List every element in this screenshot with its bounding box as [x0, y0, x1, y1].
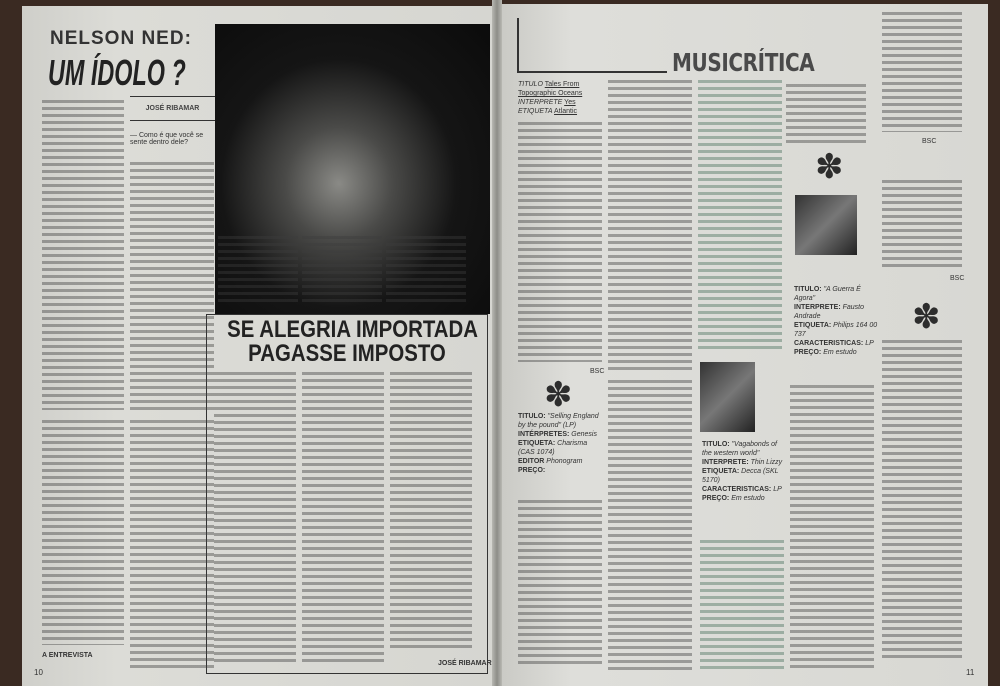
body-column [786, 84, 866, 144]
body-column-highlighted [700, 540, 784, 670]
review-info-3 [702, 440, 787, 503]
label: CARACTERISTICAS: [794, 340, 864, 347]
label: TITULO: [702, 441, 730, 448]
label: INTERPRETE: [702, 459, 749, 466]
body-column [882, 180, 962, 270]
body-column [608, 80, 692, 370]
sidebar-headline-line2: PAGASSE IMPOSTO [248, 340, 446, 367]
review-title: "Vagabonds of the western world" [702, 441, 777, 457]
spine-gutter [492, 0, 502, 686]
review-info-2 [518, 412, 603, 475]
body-column [390, 372, 472, 652]
album-cover-fausto [795, 195, 857, 255]
review-label: Charisma (CAS 1074) [518, 440, 588, 456]
label: ETIQUETA: [794, 322, 832, 329]
body-column [882, 340, 962, 660]
body-column [214, 372, 296, 662]
review-format: LP [773, 486, 782, 493]
body-column-highlighted [698, 80, 782, 350]
body-column [130, 420, 214, 670]
review-format: LP [865, 340, 874, 347]
review-label: Decca (SKL 5170) [702, 468, 779, 484]
label: CARACTERISTICAS: [702, 486, 772, 493]
review-price: Em estudo [731, 495, 765, 502]
label: ETIQUETA: [518, 440, 556, 447]
body-column [608, 380, 692, 670]
review-editor: Phonogram [546, 458, 583, 465]
review-artist: Thin Lizzy [750, 459, 783, 466]
body-column [302, 236, 382, 306]
label: INTÉRPRETES: [518, 431, 570, 438]
asterisk-divider-icon: ✽ [544, 376, 573, 414]
review-artist: Yes [564, 99, 576, 106]
body-column [518, 122, 602, 362]
body-column [386, 236, 466, 306]
intro-question: — Como é que você se sente dentro dele? [130, 132, 204, 146]
label: INTERPRETE [518, 99, 563, 106]
body-column [42, 100, 124, 410]
review-info-1 [518, 80, 603, 116]
review-label: Philips 164 00 737 [794, 322, 878, 338]
review-label: Atlantic [554, 108, 578, 115]
asterisk-divider-icon: ✽ [912, 298, 941, 336]
body-column [130, 162, 214, 410]
album-cover-thin-lizzy [700, 362, 755, 432]
signature: BSC [950, 275, 965, 282]
label: TITULO: [518, 413, 546, 420]
label: EDITOR [518, 458, 545, 465]
body-column [218, 236, 298, 306]
article-headline: UM ÍDOLO ? [48, 52, 186, 93]
signature: BSC [922, 138, 937, 145]
sidebar-headline-line1: SE ALEGRIA IMPORTADA [227, 316, 479, 343]
label: TITULO [518, 81, 543, 88]
page-number-right: 11 [966, 668, 975, 677]
review-title: Tales From Topographic Oceans [518, 81, 583, 97]
body-column [302, 372, 384, 662]
label: ETIQUETA: [702, 468, 740, 475]
article-kicker: NELSON NED: [50, 28, 192, 49]
body-column [790, 385, 874, 670]
review-title: "Selling England by the pound" (LP) [518, 413, 599, 429]
signature: BSC [590, 368, 605, 375]
label: INTERPRETE: [794, 304, 841, 311]
article-byline: JOSÉ RIBAMAR [130, 96, 215, 121]
sidebar-byline: JOSÉ RIBAMAR [438, 660, 492, 667]
body-column [518, 500, 602, 665]
label: PREÇO: [794, 349, 822, 356]
review-artist: Genesis [571, 431, 597, 438]
section-title: MUSICRÍTICA [672, 48, 815, 77]
page-number-left: 10 [34, 668, 43, 677]
review-title: "A Guerra É Agora" [794, 286, 861, 302]
review-price: Em estudo [823, 349, 857, 356]
section-title-frame [517, 18, 667, 73]
label: TITULO: [794, 286, 822, 293]
section-label: A ENTREVISTA [42, 652, 93, 659]
label: PREÇO: [702, 495, 730, 502]
label: PREÇO: [518, 467, 546, 474]
review-artist: Fausto Andrade [794, 304, 865, 320]
label: ETIQUETA [518, 108, 553, 115]
body-column [882, 12, 962, 132]
body-column [42, 420, 124, 645]
asterisk-divider-icon: ✽ [815, 148, 844, 186]
review-info-4 [794, 285, 878, 357]
